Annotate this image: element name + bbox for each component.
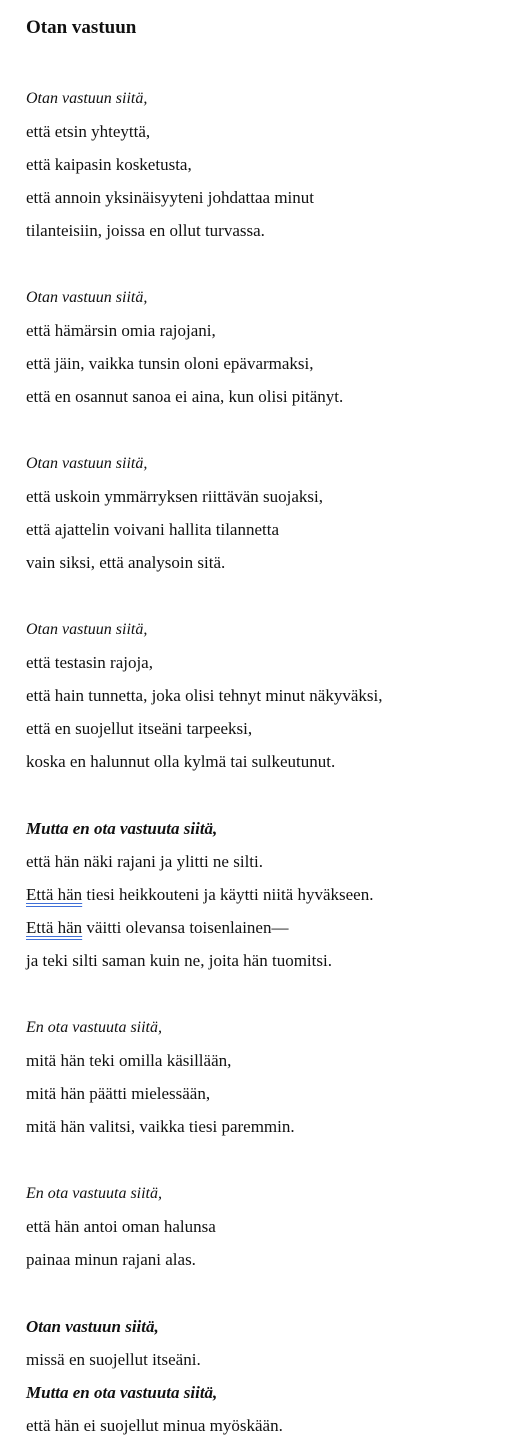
stanza-3 <box>26 447 502 579</box>
poem-line: koska en halunnut olla kylmä tai sulkeutunut. <box>26 752 336 771</box>
stanza-4 <box>26 613 502 778</box>
poem-line: että hän antoi oman halunsa <box>26 1217 216 1236</box>
poem-line: että uskoin ymmärryksen riittävän suojaksi, <box>26 487 323 506</box>
stanza-lead-line: Otan vastuun siitä, <box>26 289 148 306</box>
stanza-6 <box>26 1011 502 1143</box>
poem-line: mitä hän teki omilla käsillään, <box>26 1051 232 1070</box>
poem-line: painaa minun rajani alas. <box>26 1250 196 1269</box>
poem-line: mitä hän päätti mielessään, <box>26 1084 211 1103</box>
stanza-lead-line-emphasis: Mutta en ota vastuuta siitä, <box>26 1383 218 1402</box>
poem-line: että annoin yksinäisyyteni johdattaa minut <box>26 188 314 207</box>
poem-document <box>26 16 502 1442</box>
poem-line-rest: väitti olevansa toisenlainen— <box>82 918 289 937</box>
stanza-lead-line-emphasis: Otan vastuun siitä, <box>26 1317 159 1336</box>
poem-line: että en osannut sanoa ei aina, kun olisi pitänyt. <box>26 387 344 406</box>
poem-line: että hain tunnetta, joka olisi tehnyt minut näkyväksi, <box>26 686 383 705</box>
stanza-7 <box>26 1177 502 1276</box>
stanza-lead-line: Otan vastuun siitä, <box>26 621 148 638</box>
poem-line: että kaipasin kosketusta, <box>26 155 192 174</box>
stanza-1 <box>26 82 502 247</box>
poem-line-rest: tiesi heikkouteni ja käytti niitä hyväkseen. <box>82 885 374 904</box>
poem-line: tilanteisiin, joissa en ollut turvassa. <box>26 221 265 240</box>
stanza-8 <box>26 1310 502 1442</box>
poem-line: että hän näki rajani ja ylitti ne silti. <box>26 852 263 871</box>
poem-line: että en suojellut itseäni tarpeeksi, <box>26 719 253 738</box>
stanza-lead-line: En ota vastuuta siitä, <box>26 1019 162 1036</box>
stanza-lead-line: En ota vastuuta siitä, <box>26 1185 162 1202</box>
poem-line: että hän ei suojellut minua myöskään. <box>26 1416 283 1435</box>
poem-line: että jäin, vaikka tunsin oloni epävarmaksi, <box>26 354 314 373</box>
poem-line: että ajattelin voivani hallita tilannetta <box>26 520 280 539</box>
stanza-lead-line: Otan vastuun siitä, <box>26 90 148 107</box>
poem-line-with-underline <box>26 911 502 944</box>
poem-line: vain siksi, että analysoin sitä. <box>26 553 226 572</box>
poem-line: että testasin rajoja, <box>26 653 153 672</box>
poem-line: mitä hän valitsi, vaikka tiesi paremmin. <box>26 1117 295 1136</box>
spellcheck-underlined-text[interactable]: Että hän <box>26 885 83 904</box>
poem-line: että hämärsin omia rajojani, <box>26 321 216 340</box>
stanza-2 <box>26 281 502 413</box>
stanza-lead-line: Otan vastuun siitä, <box>26 455 148 472</box>
poem-line: että etsin yhteyttä, <box>26 122 151 141</box>
poem-title: Otan vastuun <box>26 17 137 38</box>
stanza-5 <box>26 812 502 977</box>
stanza-lead-line-emphasis: Mutta en ota vastuuta siitä, <box>26 819 218 838</box>
spellcheck-underlined-text[interactable]: Että hän <box>26 918 83 937</box>
poem-line-with-underline <box>26 878 502 911</box>
poem-line: ja teki silti saman kuin ne, joita hän tuomitsi. <box>26 951 332 970</box>
poem-line: missä en suojellut itseäni. <box>26 1350 201 1369</box>
